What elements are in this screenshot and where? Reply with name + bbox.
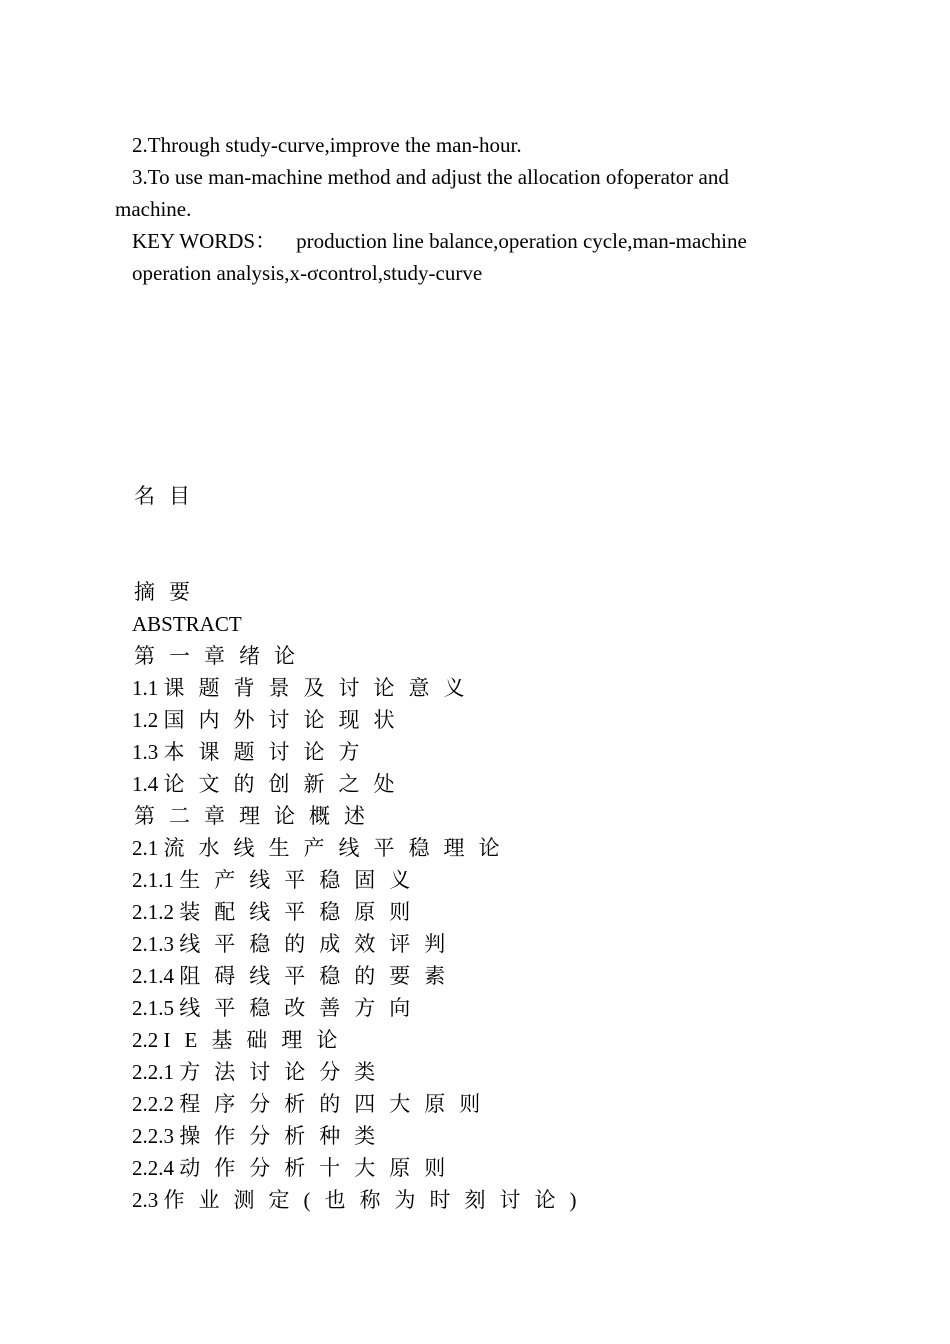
toc-entry-text: IE基础理论 [163,1028,352,1052]
toc-entry-number: 1.2 [132,708,159,732]
abstract-line-2: 2.Through study-curve,improve the man-hour. [132,133,522,157]
toc-entry-number: 2.2.3 [132,1124,174,1148]
toc-entry [132,1152,459,1184]
toc-entry-number: 2.1.2 [132,900,174,924]
toc-entry [132,704,409,736]
keywords-label: KEY WORDS： [132,229,277,253]
toc-entry-number: 1.3 [132,740,159,764]
toc-entry-chapter-2: 第二章理论概述 [134,804,379,828]
toc-entry [132,1024,351,1056]
toc-entry-number: 2.3 [132,1188,159,1212]
toc-entry-number: 2.2.4 [132,1156,174,1180]
toc-entry [132,1120,389,1152]
toc-entry [132,736,374,768]
toc-entry [132,832,514,864]
toc-entry-text: 动作分析十大原则 [179,1156,460,1180]
toc-entry-text: 程序分析的四大原则 [179,1092,495,1116]
toc-entry-number: 2.2.2 [132,1092,174,1116]
keywords-text: production line balance,operation cycle,man-machine [296,229,747,253]
toc-entry-text: 线平稳的成效评判 [179,932,460,956]
toc-entry-number: 2.1.1 [132,868,174,892]
toc-entry [132,992,424,1024]
toc-entry-number: 1.1 [132,676,159,700]
toc-entry-chapter-1: 第一章绪论 [134,644,309,668]
toc-title: 名目 [134,484,204,508]
toc-entry [132,1088,494,1120]
toc-entry-text: 流水线生产线平稳理论 [163,836,514,860]
toc-entry-text: 课题背景及讨论意义 [163,676,479,700]
toc-entry [132,1056,389,1088]
toc-entry-abstract-cn: 摘要 [134,580,204,604]
toc-entry-number: 2.1.4 [132,964,174,988]
toc-entry-abstract-en: ABSTRACT [132,612,242,636]
toc-entry-text: 操作分析种类 [179,1124,390,1148]
toc-entry [132,928,459,960]
toc-entry-number: 2.1.5 [132,996,174,1020]
toc-entry-text: 国内外讨论现状 [163,708,409,732]
keywords-line [132,225,747,257]
abstract-line-3-continued: machine. [115,197,192,221]
toc-entry [132,864,424,896]
toc-entry-text: 装配线平稳原则 [179,900,425,924]
toc-entry-number: 2.2 [132,1028,159,1052]
toc-entry-number: 2.2.1 [132,1060,174,1084]
toc-entry-text: 论文的创新之处 [163,772,409,796]
toc-entry-text: 本课题讨论方 [163,740,374,764]
toc-entry-number: 2.1 [132,836,159,860]
toc-entry [132,768,409,800]
keywords-line-continued: operation analysis,x-σcontrol,study-curve [132,261,483,285]
toc-entry [132,1184,591,1216]
toc-entry [132,960,459,992]
toc-entry-text: 方法讨论分类 [179,1060,390,1084]
toc-entry-number: 1.4 [132,772,159,796]
toc-entry-text: 生产线平稳固义 [179,868,425,892]
toc-entry-number: 2.1.3 [132,932,174,956]
toc-entry-text: 线平稳改善方向 [179,996,425,1020]
toc-entry [132,672,479,704]
abstract-line-3: 3.To use man-machine method and adjust the allocation ofoperator and [132,165,729,189]
toc-entry-text: 阻碍线平稳的要素 [179,964,460,988]
toc-entry-text: 作业测定(也称为时刻讨论) [163,1188,591,1212]
toc-entry [132,896,424,928]
